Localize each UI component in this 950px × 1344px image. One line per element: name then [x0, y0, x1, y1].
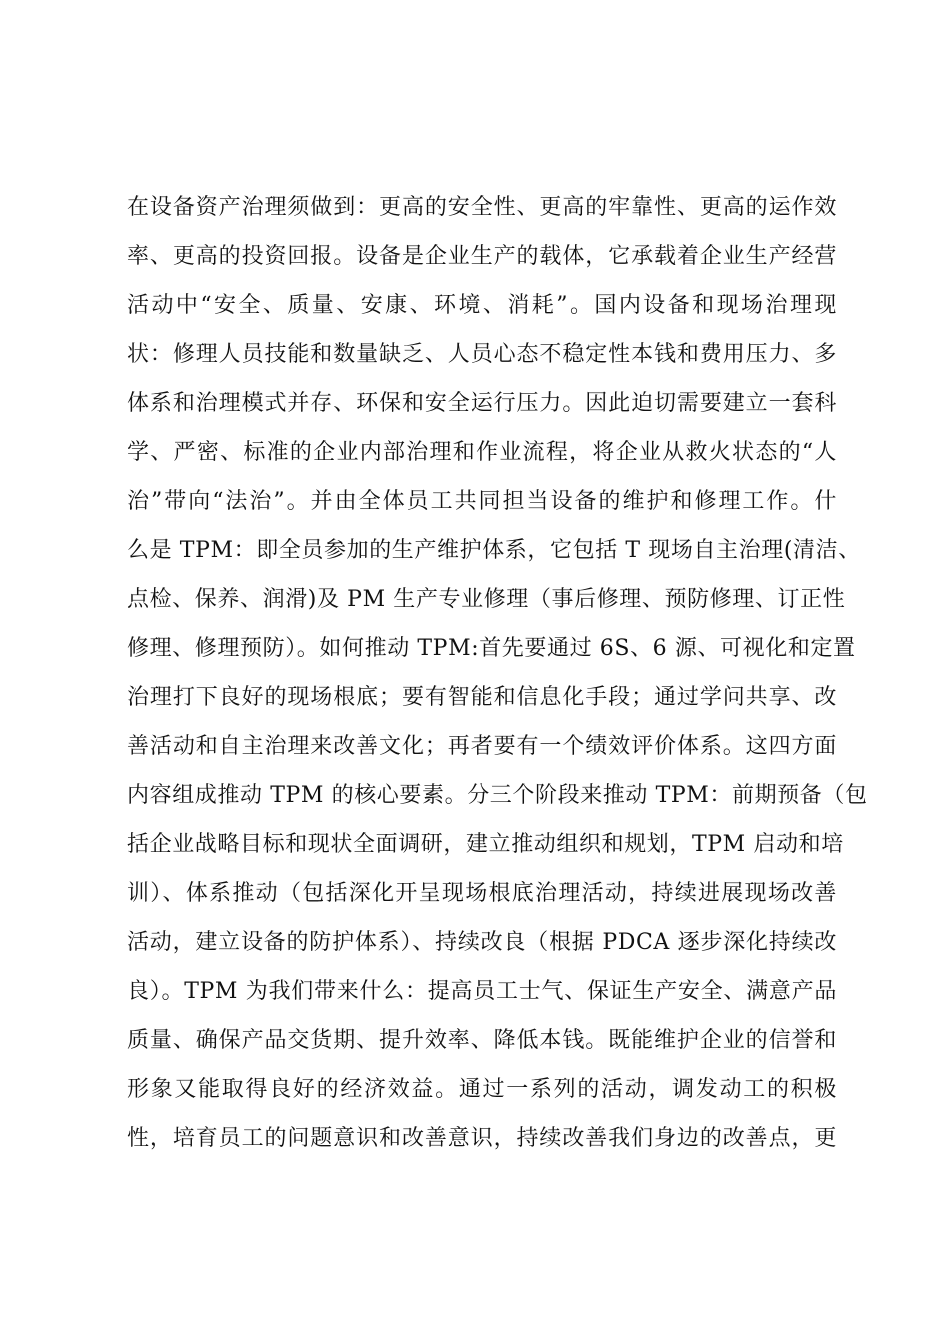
text-line: 么是 TPM：即全员参加的生产维护体系，它包括 T 现场自主治理(清洁、	[127, 538, 861, 563]
text-line: 状：修理人员技能和数量缺乏、人员心态不稳定性本钱和费用压力、多	[127, 342, 837, 367]
text-line: 形象又能取得良好的经济效益。通过一系列的活动，调发动工的积极	[127, 1077, 837, 1102]
text-line: 治理打下良好的现场根底；要有智能和信息化手段；通过学问共享、改	[127, 685, 837, 710]
text-line: 性，培育员工的问题意识和改善意识，持续改善我们身边的改善点，更	[127, 1126, 837, 1151]
text-line: 良）。TPM 为我们带来什么：提高员工士气、保证生产安全、满意产品	[127, 979, 837, 1004]
text-line: 内容组成推动 TPM 的核心要素。分三个阶段来推动 TPM：前期预备（包	[127, 783, 868, 808]
text-line: 治”带向“法治”。并由全体员工共同担当设备的维护和修理工作。什	[127, 489, 837, 514]
text-line: 点检、保养、润滑)及 PM 生产专业修理（事后修理、预防修理、订正性	[127, 587, 846, 612]
text-line: 在设备资产治理须做到：更高的安全性、更高的牢靠性、更高的运作效	[127, 195, 837, 220]
text-line: 体系和治理模式并存、环保和安全运行压力。因此迫切需要建立一套科	[127, 391, 837, 416]
text-line: 活动中“安全、质量、安康、环境、消耗”。国内设备和现场治理现	[127, 293, 837, 318]
body-paragraph	[127, 183, 868, 1163]
text-line: 修理、修理预防）。如何推动 TPM:首先要通过 6S、6 源、可视化和定置	[127, 636, 856, 661]
text-line: 活动，建立设备的防护体系）、持续改良（根据 PDCA 逐步深化持续改	[127, 930, 837, 955]
text-line: 善活动和自主治理来改善文化；再者要有一个绩效评价体系。这四方面	[127, 734, 837, 759]
text-line: 率、更高的投资回报。设备是企业生产的载体，它承载着企业生产经营	[127, 244, 837, 269]
text-line: 括企业战略目标和现状全面调研，建立推动组织和规划，TPM 启动和培	[127, 832, 844, 857]
text-line: 训）、体系推动（包括深化开呈现场根底治理活动，持续进展现场改善	[127, 881, 837, 906]
text-line: 学、严密、标准的企业内部治理和作业流程，将企业从救火状态的“人	[127, 440, 837, 465]
text-line: 质量、确保产品交货期、提升效率、降低本钱。既能维护企业的信誉和	[127, 1028, 837, 1053]
